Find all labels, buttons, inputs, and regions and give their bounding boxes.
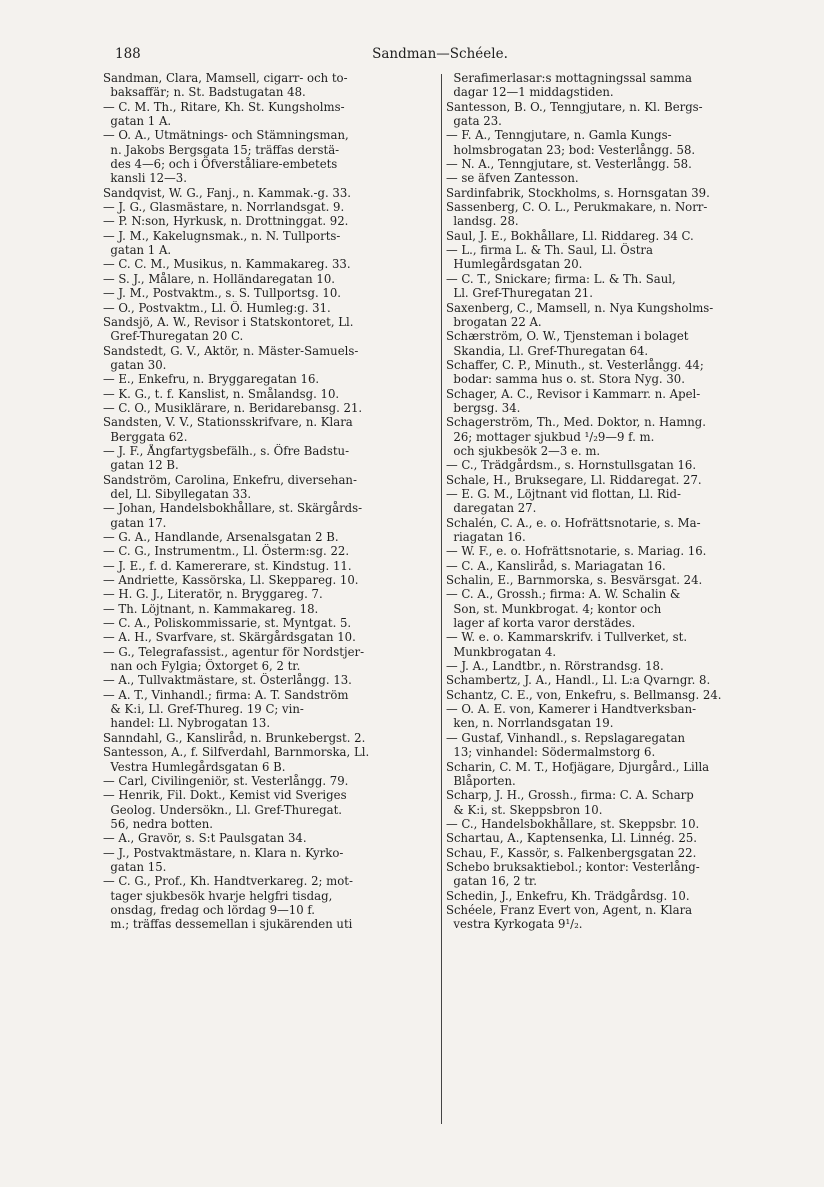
directory-line: — W. F., e. o. Hofrättsnotarie, s. Mariag. 16. — [446, 544, 707, 559]
directory-line: & K:i, st. Skeppsbron 10. — [446, 802, 603, 817]
directory-line: 56, nedra botten. — [103, 816, 213, 831]
directory-line: — G., Telegrafassist., agentur för Nordstjer- — [103, 644, 365, 659]
column-divider — [441, 74, 442, 1124]
directory-line: — Andriette, Kassörska, Ll. Skeppareg. 10. — [103, 573, 359, 588]
directory-line: Sandsjö, A. W., Revisor i Statskontoret, Ll. — [103, 314, 354, 329]
directory-line: — J. M., Kakelugnsmak., n. N. Tullports- — [103, 228, 341, 243]
directory-line: — F. A., Tenngjutare, n. Gamla Kungs- — [446, 128, 672, 143]
directory-line: — S. J., Målare, n. Holländaregatan 10. — [103, 271, 335, 286]
directory-line: 26; mottager sjukbud ¹/₂9—9 f. m. — [446, 429, 655, 444]
directory-line: brogatan 22 A. — [446, 314, 542, 329]
directory-line: — J. F., Ångfartygsbefälh., s. Öfre Badstu- — [103, 443, 350, 458]
directory-line: Schéele, Franz Evert von, Agent, n. Klara — [446, 902, 693, 917]
directory-line: Sandman, Clara, Mamsell, cigarr- och to- — [103, 71, 348, 85]
directory-line: — Carl, Civilingeniör, st. Vesterlångg. 79. — [103, 773, 349, 788]
directory-line: baksaffär; n. St. Badstugatan 48. — [103, 85, 306, 100]
directory-line: Schalin, E., Barnmorska, s. Besvärsgat. 24. — [446, 573, 703, 588]
directory-line: — C. M. Th., Ritare, Kh. St. Kungsholms- — [103, 99, 345, 114]
directory-line: Gref-Thuregatan 20 C. — [103, 329, 244, 344]
directory-line: Schaffer, C. P., Minuth., st. Vesterlångg. 44; — [446, 357, 704, 372]
directory-line: Sardinfabrik, Stockholms, s. Hornsgatan 39. — [446, 185, 710, 200]
directory-line: — Henrik, Fil. Dokt., Kemist vid Sveriges — [103, 788, 347, 803]
directory-line: — C. C. M., Musikus, n. Kammakareg. 33. — [103, 257, 351, 272]
directory-line: Munkbrogatan 4. — [446, 644, 557, 659]
right-column — [446, 71, 791, 932]
directory-line: Schambertz, J. A., Handl., Ll. L:a Qvarngr. 8. — [446, 673, 711, 688]
page-number: 188 — [115, 46, 141, 62]
directory-line: Schedin, J., Enkefru, Kh. Trädgårdsg. 10. — [446, 888, 690, 903]
directory-line: landsg. 28. — [446, 214, 519, 229]
directory-line: Sandstedt, G. V., Aktör, n. Mäster-Samuels- — [103, 343, 359, 358]
directory-line: — O., Postvaktm., Ll. Ö. Humleg:g. 31. — [103, 300, 331, 315]
directory-line: bodar: samma hus o. st. Stora Nyg. 30. — [446, 372, 685, 387]
directory-line: 13; vinhandel: Södermalmstorg 6. — [446, 745, 656, 760]
directory-line: — J., Postvaktmästare, n. Klara n. Kyrko- — [103, 845, 344, 860]
directory-line: Saxenberg, C., Mamsell, n. Nya Kungsholms- — [446, 300, 714, 315]
directory-line: — C. G., Prof., Kh. Handtverkareg. 2; mot- — [103, 874, 353, 889]
directory-line: Santesson, B. O., Tenngjutare, n. Kl. Bergs- — [446, 99, 703, 114]
directory-line: daregatan 27. — [446, 501, 537, 516]
directory-line: — J. E., f. d. Kamererare, st. Kindstug. 11. — [103, 558, 352, 573]
directory-line: gatan 15. — [103, 859, 167, 874]
directory-line: — Johan, Handelsbokhållare, st. Skärgårds- — [103, 501, 363, 516]
directory-line: Sanndahl, G., Kanslіråd, n. Brunkebergst. 2. — [103, 730, 366, 745]
directory-line: Sandström, Carolina, Enkefru, diversehan- — [103, 472, 357, 487]
directory-line: Berggata 62. — [103, 429, 188, 444]
directory-line: Sandsten, V. V., Stationsskrifvare, n. Klara — [103, 415, 353, 430]
directory-line: gatan 1 A. — [103, 114, 172, 129]
directory-line: ken, n. Norrlandsgatan 19. — [446, 716, 614, 731]
directory-line: kansli 12—3. — [103, 171, 187, 186]
directory-line: riagatan 16. — [446, 530, 526, 544]
directory-line: Schebo bruksaktiebol.; kontor: Vesterlång- — [446, 859, 700, 874]
directory-line: — se äfven Zantesson. — [446, 171, 579, 186]
directory-line: del, Ll. Sibyllegatan 33. — [103, 486, 252, 501]
directory-line: — A. T., Vinhandl.; firma: A. T. Sandström — [103, 687, 349, 702]
directory-line: — C. A., Poliskommissarie, st. Myntgat. 5. — [103, 616, 352, 631]
left-column — [103, 71, 438, 932]
directory-line: Saul, J. E., Bokhållare, Ll. Riddareg. 34 C. — [446, 228, 694, 243]
directory-line: Humlegårdsgatan 20. — [446, 257, 583, 272]
page-header — [115, 44, 765, 64]
directory-line: Schalén, C. A., e. o. Hofrättsnotarie, s. Ma- — [446, 515, 701, 530]
directory-line: Blåporten. — [446, 773, 516, 788]
directory-line: Sassenberg, C. O. L., Perukmakare, n. Norr- — [446, 200, 708, 215]
directory-line: och sjukbesök 2—3 e. m. — [446, 443, 601, 458]
directory-line: Vestra Humlegårdsgatan 6 B. — [103, 759, 286, 774]
directory-line: onsdag, fredag och lördag 9—10 f. — [103, 902, 315, 917]
directory-line: m.; träffas dessemellan i sjukärenden uti — [103, 917, 353, 932]
directory-line: tager sjukbesök hvarje helgfri tisdag, — [103, 888, 333, 903]
directory-line: Schantz, C. E., von, Enkefru, s. Bellmansg. 24. — [446, 687, 722, 702]
directory-line: & K:i, Ll. Gref-Thureg. 19 C; vin- — [103, 702, 304, 717]
directory-line: — C., Handelsbokhållare, st. Skeppsbr. 10. — [446, 816, 700, 831]
directory-line: Geolog. Undersökn., Ll. Gref-Thuregat. — [103, 802, 342, 817]
directory-line: gatan 16, 2 tr. — [446, 874, 537, 889]
directory-line: gata 23. — [446, 114, 502, 129]
directory-line: n. Jakobs Bergsgata 15; träffas derstä- — [103, 142, 340, 157]
directory-line: — J. G., Glasmästare, n. Norrlandsgat. 9. — [103, 200, 345, 215]
directory-line: — L., firma L. & Th. Saul, Ll. Östra — [446, 243, 653, 258]
directory-line: — Th. Löjtnant, n. Kammakareg. 18. — [103, 601, 319, 616]
directory-line: gatan 12 B. — [103, 458, 179, 473]
directory-line: vestra Kyrkogata 9¹/₂. — [446, 917, 583, 932]
directory-line: Schager, A. C., Revisor i Kammarr. n. Apel- — [446, 386, 701, 401]
directory-line: — A., Gravör, s. S:t Paulsgatan 34. — [103, 831, 307, 846]
directory-line: — A., Tullvaktmästare, st. Österlångg. 13. — [103, 673, 352, 688]
directory-line: holmsbrogatan 23; bod: Vesterlångg. 58. — [446, 142, 696, 157]
directory-line: Scharp, J. H., Grossh., firma: C. A. Scharp — [446, 788, 694, 803]
directory-line: — P. N:son, Hyrkusk, n. Drottninggat. 92. — [103, 214, 349, 229]
directory-line: — J. M., Postvaktm., s. S. Tullportsg. 10. — [103, 286, 341, 301]
directory-line: — J. A., Landtbr., n. Rörstrandsg. 18. — [446, 659, 664, 674]
directory-line: Serafimerlasar:s mottagningssal samma — [446, 71, 692, 85]
directory-line: lager af korta varor derstädes. — [446, 616, 636, 631]
directory-line: des 4—6; och i Öfverståliare-embetets — [103, 157, 338, 172]
directory-line: — N. A., Tenngjutare, st. Vesterlångg. 58. — [446, 157, 692, 172]
directory-line: — C. G., Instrumentm., Ll. Österm:sg. 22. — [103, 544, 350, 559]
directory-line: — C. A., Kanslіråd, s. Mariagatan 16. — [446, 558, 666, 573]
directory-line: gatan 17. — [103, 515, 167, 530]
directory-line: Scharin, C. M. T., Hofjägare, Djurgård., Lilla — [446, 759, 710, 774]
directory-line: — W. e. o. Kammarskrifv. i Tullverket, st. — [446, 630, 688, 645]
directory-line: Schale, H., Bruksegare, Ll. Riddaregat. 27. — [446, 472, 702, 487]
directory-line: Schagerström, Th., Med. Doktor, n. Hamng. — [446, 415, 707, 430]
directory-line: gatan 1 A. — [103, 243, 172, 258]
directory-line: Santesson, A., f. Silfverdahl, Barnmorska, Ll. — [103, 745, 370, 760]
directory-line: — K. G., t. f. Kanslist, n. Smålandsg. 10. — [103, 386, 340, 401]
directory-line: — O. A., Utmätnings- och Stämningsman, — [103, 128, 349, 143]
directory-line: bergsg. 34. — [446, 400, 521, 415]
directory-line: — O. A. E. von, Kamerer i Handtverksban- — [446, 702, 697, 717]
directory-line: Schartau, A., Kaptensenka, Ll. Linnég. 25. — [446, 831, 697, 846]
directory-line: — Gustaf, Vinhandl., s. Repslagaregatan — [446, 730, 686, 745]
directory-line: Son, st. Munkbrogat. 4; kontor och — [446, 601, 662, 616]
running-title: Sandman—Schéele. — [372, 46, 508, 62]
directory-line: — E., Enkefru, n. Bryggaregatan 16. — [103, 372, 320, 387]
directory-line: — G. A., Handlande, Arsenalsgatan 2 B. — [103, 530, 339, 544]
directory-line: — A. H., Svarfvare, st. Skärgårdsgatan 10. — [103, 630, 356, 645]
directory-line: dagar 12—1 middagstiden. — [446, 85, 614, 100]
directory-line: — E. G. M., Löjtnant vid flottan, Ll. Rid- — [446, 486, 681, 501]
directory-line: Ll. Gref-Thuregatan 21. — [446, 286, 593, 301]
directory-line: — C. A., Grossh.; firma: A. W. Schalin & — [446, 587, 681, 602]
directory-line: Schærström, O. W., Tjensteman i bolaget — [446, 329, 689, 344]
directory-line: gatan 30. — [103, 357, 167, 372]
directory-line: — C., Trädgårdsm., s. Hornstullsgatan 16. — [446, 458, 697, 473]
directory-line: handel: Ll. Nybrogatan 13. — [103, 716, 271, 731]
directory-line: Sandqvist, W. G., Fanj., n. Kammak.-g. 33. — [103, 185, 352, 200]
directory-line: — C. O., Musiklärare, n. Beridarebansg. 21. — [103, 400, 363, 415]
directory-line: Skandia, Ll. Gref-Thuregatan 64. — [446, 343, 649, 358]
directory-line: nan och Fylgia; Öxtorget 6, 2 tr. — [103, 659, 301, 674]
directory-line: — H. G. J., Literatör, n. Bryggareg. 7. — [103, 587, 323, 602]
directory-line: Schau, F., Kassör, s. Falkenbergsgatan 22. — [446, 845, 697, 860]
directory-line: — C. T., Snickare; firma: L. & Th. Saul, — [446, 271, 676, 286]
